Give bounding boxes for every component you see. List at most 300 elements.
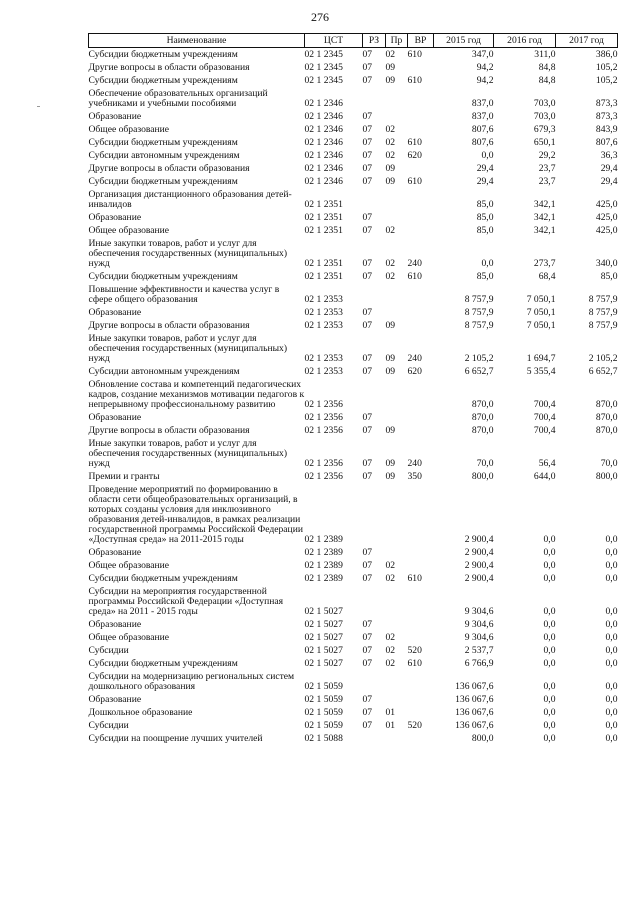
- row-subsection: 01: [385, 720, 396, 731]
- row-section: [363, 732, 386, 745]
- row-expense-type: [408, 110, 434, 123]
- table-header-row: [89, 34, 618, 48]
- row-target-code: 02 1 2389: [304, 547, 343, 558]
- row-value-2015: 2 900,4: [464, 573, 494, 584]
- table-row: [89, 693, 618, 706]
- row-value-2016: 56,4: [538, 458, 556, 469]
- row-name: Образование: [88, 694, 142, 705]
- row-target-code: 02 1 2389: [304, 573, 343, 584]
- row-target-code: 02 1 2353: [304, 366, 343, 377]
- row-name: Обновление состава и компетенций педагогических кадров, создание механизмов мотивации педагогов к непрерывному профессиональному развитию: [88, 379, 305, 410]
- row-expense-type: 520: [407, 720, 422, 731]
- row-value-2017: 36,3: [600, 150, 618, 161]
- row-value-2016: 7 050,1: [526, 307, 556, 318]
- row-subsection: [386, 585, 408, 618]
- row-name: Общее образование: [88, 560, 170, 571]
- row-expense-type: 610: [407, 49, 422, 60]
- row-name: Образование: [88, 619, 142, 630]
- row-expense-type: [408, 693, 434, 706]
- row-expense-type: 620: [407, 366, 422, 377]
- row-name: Дошкольное образование: [88, 707, 193, 718]
- row-section: 07: [362, 425, 373, 436]
- row-value-2017: 425,0: [595, 225, 618, 236]
- row-value-2017: 85,0: [600, 271, 618, 282]
- row-subsection: [386, 693, 408, 706]
- row-subsection: [386, 378, 408, 411]
- row-value-2015: 2 105,2: [464, 353, 494, 364]
- row-target-code: 02 1 2345: [304, 49, 343, 60]
- row-subsection: 02: [385, 225, 396, 236]
- row-subsection: [386, 87, 408, 110]
- row-subsection: 02: [385, 49, 396, 60]
- row-value-2016: 0,0: [543, 720, 556, 731]
- row-subsection: 02: [385, 645, 396, 656]
- row-value-2016: 700,4: [533, 425, 556, 436]
- row-expense-type: [408, 162, 434, 175]
- row-value-2016: 0,0: [543, 707, 556, 718]
- table-row: [89, 87, 618, 110]
- row-value-2016: 23,7: [538, 176, 556, 187]
- table-row: [89, 437, 618, 470]
- row-value-2015: 800,0: [471, 471, 494, 482]
- table-row: [89, 470, 618, 483]
- header-name: Наименование: [89, 34, 305, 48]
- row-target-code: 02 1 2346: [304, 137, 343, 148]
- row-target-code: 02 1 2356: [304, 399, 343, 410]
- row-section: 07: [362, 163, 373, 174]
- row-value-2017: 29,4: [600, 176, 618, 187]
- row-expense-type: 610: [407, 75, 422, 86]
- row-value-2016: 342,1: [533, 199, 556, 210]
- row-target-code: 02 1 2356: [304, 412, 343, 423]
- row-name: Образование: [88, 111, 142, 122]
- row-value-2015: 9 304,6: [464, 632, 494, 643]
- row-name: Иные закупки товаров, работ и услуг для обеспечения государственных (муниципальных) нужд: [88, 333, 288, 364]
- row-value-2015: 807,6: [471, 124, 494, 135]
- row-expense-type: [408, 306, 434, 319]
- row-subsection: 09: [385, 62, 396, 73]
- row-section: 07: [362, 111, 373, 122]
- row-value-2016: 84,8: [538, 62, 556, 73]
- row-value-2016: 23,7: [538, 163, 556, 174]
- row-target-code: 02 1 2353: [304, 294, 343, 305]
- table-row: [89, 74, 618, 87]
- row-name: Общее образование: [88, 632, 170, 643]
- row-expense-type: 620: [407, 150, 422, 161]
- row-target-code: 02 1 5059: [304, 707, 343, 718]
- row-value-2017: 0,0: [605, 707, 618, 718]
- row-subsection: 09: [385, 320, 396, 331]
- row-target-code: 02 1 2389: [304, 560, 343, 571]
- row-value-2015: 136 067,6: [455, 707, 494, 718]
- row-value-2016: 0,0: [543, 619, 556, 630]
- row-expense-type: [408, 61, 434, 74]
- row-expense-type: [408, 319, 434, 332]
- row-section: 07: [362, 49, 373, 60]
- table-row: [89, 211, 618, 224]
- row-value-2016: 0,0: [543, 658, 556, 669]
- row-subsection: [386, 670, 408, 693]
- row-subsection: [386, 618, 408, 631]
- row-expense-type: [408, 87, 434, 110]
- row-name: Субсидии бюджетным учреждениям: [88, 271, 238, 282]
- row-expense-type: [408, 188, 434, 211]
- row-name: Повышение эффективности и качества услуг в сфере общего образования: [88, 284, 280, 305]
- table-row: [89, 270, 618, 283]
- row-value-2017: 800,0: [595, 471, 618, 482]
- row-value-2016: 0,0: [543, 645, 556, 656]
- row-section: [363, 483, 386, 546]
- row-section: [363, 585, 386, 618]
- table-row: [89, 110, 618, 123]
- row-section: 07: [362, 150, 373, 161]
- row-value-2017: 0,0: [605, 573, 618, 584]
- budget-table: [88, 33, 618, 745]
- row-section: 07: [362, 560, 373, 571]
- table-row: [89, 644, 618, 657]
- row-section: 07: [362, 694, 373, 705]
- row-value-2017: 873,3: [595, 98, 618, 109]
- row-value-2015: 6 766,9: [464, 658, 494, 669]
- row-value-2016: 7 050,1: [526, 294, 556, 305]
- row-target-code: 02 1 2353: [304, 307, 343, 318]
- table-row: [89, 657, 618, 670]
- row-value-2017: 8 757,9: [588, 320, 618, 331]
- row-target-code: 02 1 2351: [304, 199, 343, 210]
- row-value-2015: 347,0: [471, 49, 494, 60]
- row-value-2017: 0,0: [605, 534, 618, 545]
- row-value-2017: 0,0: [605, 560, 618, 571]
- row-value-2015: 85,0: [476, 225, 494, 236]
- row-value-2017: 386,0: [595, 49, 618, 60]
- row-value-2015: 800,0: [471, 733, 494, 744]
- row-value-2017: 340,0: [595, 258, 618, 269]
- row-subsection: 09: [385, 366, 396, 377]
- row-expense-type: [408, 631, 434, 644]
- row-section: 07: [362, 619, 373, 630]
- row-target-code: 02 1 5027: [304, 619, 343, 630]
- header-target-code: ЦСТ: [305, 34, 363, 48]
- table-row: [89, 572, 618, 585]
- row-target-code: 02 1 5027: [304, 658, 343, 669]
- row-name: Субсидии бюджетным учреждениям: [88, 176, 238, 187]
- row-name: Субсидии бюджетным учреждениям: [88, 75, 238, 86]
- row-value-2017: 873,3: [595, 111, 618, 122]
- row-subsection: 09: [385, 163, 396, 174]
- row-expense-type: [408, 123, 434, 136]
- row-subsection: 01: [385, 707, 396, 718]
- row-subsection: [386, 110, 408, 123]
- row-value-2017: 870,0: [595, 412, 618, 423]
- row-value-2015: 870,0: [471, 412, 494, 423]
- table-row: [89, 483, 618, 546]
- row-section: 07: [362, 720, 373, 731]
- row-value-2016: 703,0: [533, 98, 556, 109]
- row-section: 07: [362, 212, 373, 223]
- header-year-2016: 2016 год: [494, 34, 556, 48]
- row-name: Субсидии бюджетным учреждениям: [88, 137, 238, 148]
- row-value-2017: 2 105,2: [588, 353, 618, 364]
- row-section: 07: [362, 353, 373, 364]
- row-value-2016: 0,0: [543, 606, 556, 617]
- row-subsection: [386, 306, 408, 319]
- row-target-code: 02 1 5027: [304, 606, 343, 617]
- table-row: [89, 283, 618, 306]
- row-value-2017: 870,0: [595, 399, 618, 410]
- row-value-2015: 9 304,6: [464, 606, 494, 617]
- row-section: 07: [362, 707, 373, 718]
- row-value-2016: 0,0: [543, 573, 556, 584]
- row-value-2017: 843,9: [595, 124, 618, 135]
- row-target-code: 02 1 2351: [304, 225, 343, 236]
- row-value-2017: 425,0: [595, 212, 618, 223]
- row-subsection: [386, 732, 408, 745]
- row-section: 07: [362, 271, 373, 282]
- table-row: [89, 559, 618, 572]
- row-subsection: 09: [385, 425, 396, 436]
- row-value-2016: 700,4: [533, 399, 556, 410]
- row-value-2017: 807,6: [595, 137, 618, 148]
- row-subsection: 02: [385, 124, 396, 135]
- row-subsection: 02: [385, 137, 396, 148]
- row-expense-type: [408, 283, 434, 306]
- row-value-2015: 870,0: [471, 399, 494, 410]
- row-section: [363, 87, 386, 110]
- row-expense-type: 610: [407, 271, 422, 282]
- row-expense-type: [408, 732, 434, 745]
- row-value-2015: 6 652,7: [464, 366, 494, 377]
- row-value-2016: 700,4: [533, 412, 556, 423]
- row-value-2017: 29,4: [600, 163, 618, 174]
- row-target-code: 02 1 2389: [304, 534, 343, 545]
- table-row: [89, 732, 618, 745]
- table-row: [89, 332, 618, 365]
- row-value-2015: 94,2: [476, 62, 494, 73]
- row-target-code: 02 1 2346: [304, 124, 343, 135]
- table-row: [89, 546, 618, 559]
- row-name: Субсидии автономным учреждениям: [88, 366, 240, 377]
- row-subsection: 02: [385, 632, 396, 643]
- row-value-2015: 85,0: [476, 199, 494, 210]
- row-value-2016: 0,0: [543, 547, 556, 558]
- header-expense-type: ВР: [408, 34, 434, 48]
- row-subsection: 02: [385, 150, 396, 161]
- table-row: [89, 224, 618, 237]
- row-value-2015: 85,0: [476, 271, 494, 282]
- row-target-code: 02 1 2346: [304, 111, 343, 122]
- row-name: Другие вопросы в области образования: [88, 163, 250, 174]
- row-section: 07: [362, 176, 373, 187]
- row-value-2017: 0,0: [605, 645, 618, 656]
- row-value-2016: 29,2: [538, 150, 556, 161]
- row-target-code: 02 1 2353: [304, 353, 343, 364]
- row-name: Субсидии бюджетным учреждениям: [88, 658, 238, 669]
- row-name: Иные закупки товаров, работ и услуг для обеспечения государственных (муниципальных) нужд: [88, 238, 288, 269]
- row-section: 07: [362, 225, 373, 236]
- row-section: 07: [362, 471, 373, 482]
- row-expense-type: [408, 559, 434, 572]
- row-subsection: 02: [385, 658, 396, 669]
- row-subsection: 09: [385, 176, 396, 187]
- row-value-2017: 6 652,7: [588, 366, 618, 377]
- row-value-2015: 85,0: [476, 212, 494, 223]
- row-name: Другие вопросы в области образования: [88, 62, 250, 73]
- row-value-2015: 0,0: [481, 150, 494, 161]
- row-name: Премии и гранты: [88, 471, 160, 482]
- row-name: Субсидии: [88, 720, 129, 731]
- table-row: [89, 670, 618, 693]
- row-value-2016: 0,0: [543, 534, 556, 545]
- row-expense-type: [408, 546, 434, 559]
- row-expense-type: 610: [407, 573, 422, 584]
- row-value-2016: 679,3: [533, 124, 556, 135]
- row-section: 07: [362, 62, 373, 73]
- page-number: 276: [311, 10, 329, 24]
- row-expense-type: [408, 211, 434, 224]
- row-section: 07: [362, 458, 373, 469]
- row-value-2015: 70,0: [476, 458, 494, 469]
- row-name: Общее образование: [88, 124, 170, 135]
- row-target-code: 02 1 2346: [304, 98, 343, 109]
- row-value-2017: 105,2: [595, 62, 618, 73]
- row-expense-type: [408, 585, 434, 618]
- row-value-2015: 8 757,9: [464, 320, 494, 331]
- row-target-code: 02 1 5059: [304, 681, 343, 692]
- row-value-2016: 650,1: [533, 137, 556, 148]
- row-value-2015: 807,6: [471, 137, 494, 148]
- row-value-2017: 0,0: [605, 681, 618, 692]
- row-value-2016: 342,1: [533, 225, 556, 236]
- row-expense-type: 610: [407, 658, 422, 669]
- row-expense-type: 240: [407, 458, 422, 469]
- table-row: [89, 61, 618, 74]
- table-row: [89, 424, 618, 437]
- row-value-2017: 70,0: [600, 458, 618, 469]
- row-subsection: [386, 188, 408, 211]
- row-target-code: 02 1 2351: [304, 212, 343, 223]
- row-value-2017: 0,0: [605, 720, 618, 731]
- row-name: Обеспечение образовательных организаций учебниками и учебными пособиями: [88, 88, 268, 109]
- table-row: [89, 188, 618, 211]
- row-value-2016: 644,0: [533, 471, 556, 482]
- row-name: Образование: [88, 547, 142, 558]
- row-value-2017: 8 757,9: [588, 307, 618, 318]
- table-row: [89, 162, 618, 175]
- row-target-code: 02 1 5027: [304, 645, 343, 656]
- row-target-code: 02 1 5059: [304, 720, 343, 731]
- table-row: [89, 48, 618, 62]
- row-expense-type: 520: [407, 645, 422, 656]
- table-row: [89, 149, 618, 162]
- row-name: Субсидии автономным учреждениям: [88, 150, 240, 161]
- row-expense-type: 350: [407, 471, 422, 482]
- row-section: [363, 283, 386, 306]
- row-value-2015: 2 900,4: [464, 534, 494, 545]
- row-value-2016: 0,0: [543, 681, 556, 692]
- row-value-2017: 0,0: [605, 658, 618, 669]
- row-section: [363, 188, 386, 211]
- row-value-2016: 703,0: [533, 111, 556, 122]
- header-subsection: Пр: [386, 34, 408, 48]
- row-subsection: 02: [385, 258, 396, 269]
- row-value-2016: 0,0: [543, 632, 556, 643]
- row-name: Образование: [88, 212, 142, 223]
- row-value-2017: 0,0: [605, 547, 618, 558]
- row-expense-type: [408, 670, 434, 693]
- row-section: 07: [362, 75, 373, 86]
- row-name: Образование: [88, 412, 142, 423]
- row-value-2015: 0,0: [481, 258, 494, 269]
- row-value-2017: 870,0: [595, 425, 618, 436]
- table-row: [89, 618, 618, 631]
- row-name: Общее образование: [88, 225, 170, 236]
- row-target-code: 02 1 5059: [304, 694, 343, 705]
- row-expense-type: [408, 411, 434, 424]
- row-section: 07: [362, 412, 373, 423]
- row-value-2016: 1 694,7: [526, 353, 556, 364]
- row-expense-type: [408, 483, 434, 546]
- row-target-code: 02 1 2356: [304, 458, 343, 469]
- row-target-code: 02 1 2356: [304, 471, 343, 482]
- row-target-code: 02 1 2351: [304, 258, 343, 269]
- row-section: 07: [362, 258, 373, 269]
- header-year-2015: 2015 год: [434, 34, 494, 48]
- row-expense-type: [408, 424, 434, 437]
- row-target-code: 02 1 5027: [304, 632, 343, 643]
- table-row: [89, 585, 618, 618]
- row-section: 07: [362, 320, 373, 331]
- row-subsection: 09: [385, 75, 396, 86]
- row-value-2017: 0,0: [605, 619, 618, 630]
- row-value-2016: 0,0: [543, 733, 556, 744]
- row-name: Другие вопросы в области образования: [88, 425, 250, 436]
- row-expense-type: [408, 378, 434, 411]
- row-section: 07: [362, 645, 373, 656]
- row-subsection: [386, 283, 408, 306]
- table-row: [89, 365, 618, 378]
- table-row: [89, 378, 618, 411]
- row-section: 07: [362, 632, 373, 643]
- row-value-2015: 136 067,6: [455, 681, 494, 692]
- table-row: [89, 706, 618, 719]
- row-value-2017: 0,0: [605, 606, 618, 617]
- row-value-2016: 5 355,4: [526, 366, 556, 377]
- row-value-2015: 2 900,4: [464, 547, 494, 558]
- row-value-2017: 0,0: [605, 632, 618, 643]
- row-value-2015: 2 537,7: [464, 645, 494, 656]
- row-name: Образование: [88, 307, 142, 318]
- row-section: 07: [362, 573, 373, 584]
- row-value-2016: 84,8: [538, 75, 556, 86]
- row-value-2015: 29,4: [476, 176, 494, 187]
- row-target-code: 02 1 2346: [304, 163, 343, 174]
- row-section: 07: [362, 124, 373, 135]
- row-section: [363, 670, 386, 693]
- row-subsection: 09: [385, 353, 396, 364]
- row-value-2015: 8 757,9: [464, 294, 494, 305]
- row-target-code: 02 1 2353: [304, 320, 343, 331]
- row-value-2016: 7 050,1: [526, 320, 556, 331]
- row-value-2015: 2 900,4: [464, 560, 494, 571]
- row-expense-type: [408, 618, 434, 631]
- row-expense-type: [408, 224, 434, 237]
- row-subsection: [386, 483, 408, 546]
- row-expense-type: 610: [407, 137, 422, 148]
- table-row: [89, 319, 618, 332]
- row-value-2015: 8 757,9: [464, 307, 494, 318]
- row-value-2017: 0,0: [605, 733, 618, 744]
- row-name: Субсидии на поощрение лучших учителей: [88, 733, 263, 744]
